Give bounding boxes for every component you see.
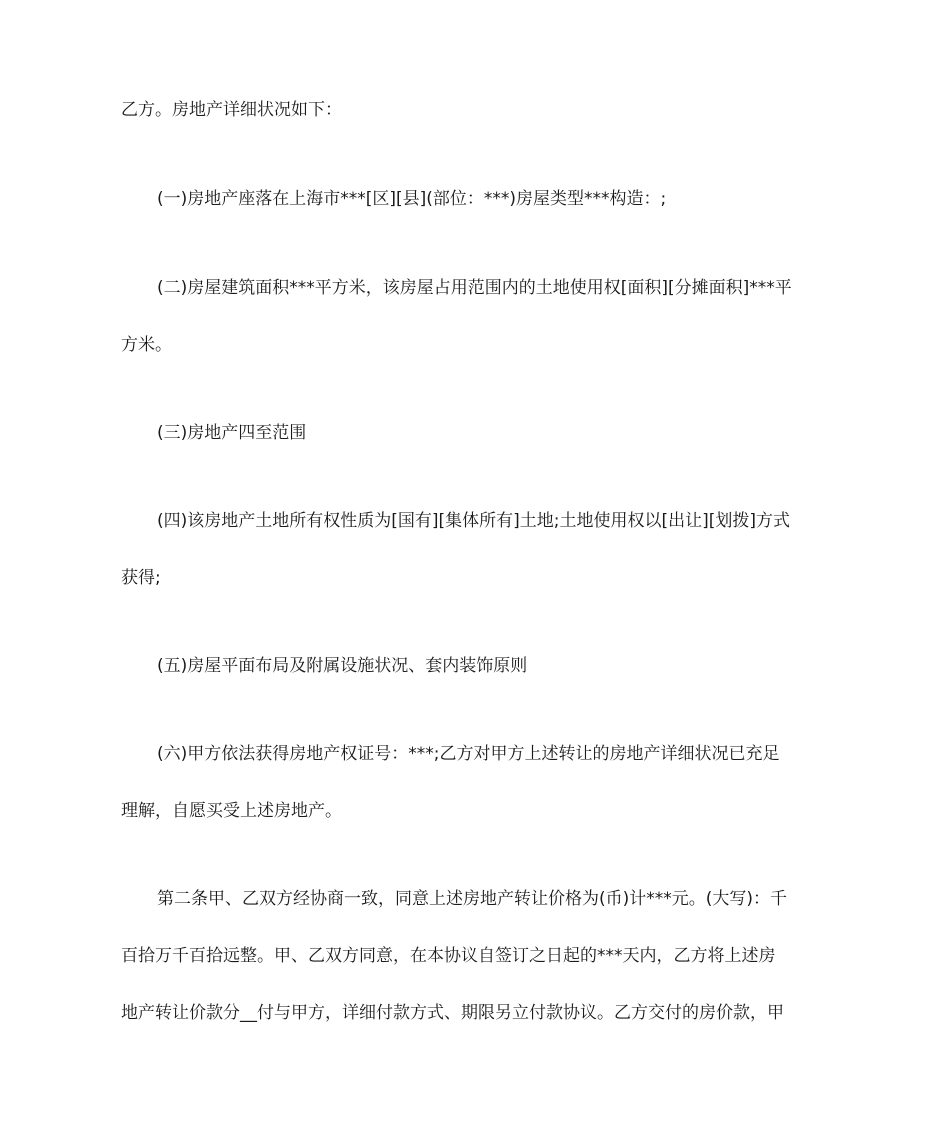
text-line: 乙方。房地产详细状况如下：: [121, 100, 342, 120]
text-line: (三)房地产四至范围: [157, 423, 307, 443]
text-line: 地产转让价款分__付与甲方，详细付款方式、期限另立付款协议。乙方交付的房价款，甲: [121, 1003, 784, 1023]
text-line: 理解，自愿买受上述房地产。: [121, 801, 342, 821]
text-line: 百拾万千百拾远整。甲、乙双方同意，在本协议自签订之日起的***天内，乙方将上述房: [121, 946, 776, 966]
text-line: (六)甲方依法获得房地产权证号：***;乙方对甲方上述转让的房地产详细状况已充足: [157, 744, 780, 764]
text-line: (五)房屋平面布局及附属设施状况、套内装饰原则: [157, 656, 528, 676]
text-line: 获得;: [121, 568, 161, 588]
text-line: (二)房屋建筑面积***平方米，该房屋占用范围内的土地使用权[面积][分摊面积]***平: [157, 278, 792, 298]
text-line: 第二条甲、乙双方经协商一致，同意上述房地产转让价格为(币)计***元。(大写)：千: [157, 889, 788, 909]
text-line: (四)该房地产土地所有权性质为[国有][集体所有]土地;土地使用权以[出让][划拨]方式: [157, 511, 791, 531]
text-line: (一)房地产座落在上海市***[区][县](部位：***)房屋类型***构造：;: [157, 189, 667, 209]
text-line: 方米。: [121, 335, 172, 355]
